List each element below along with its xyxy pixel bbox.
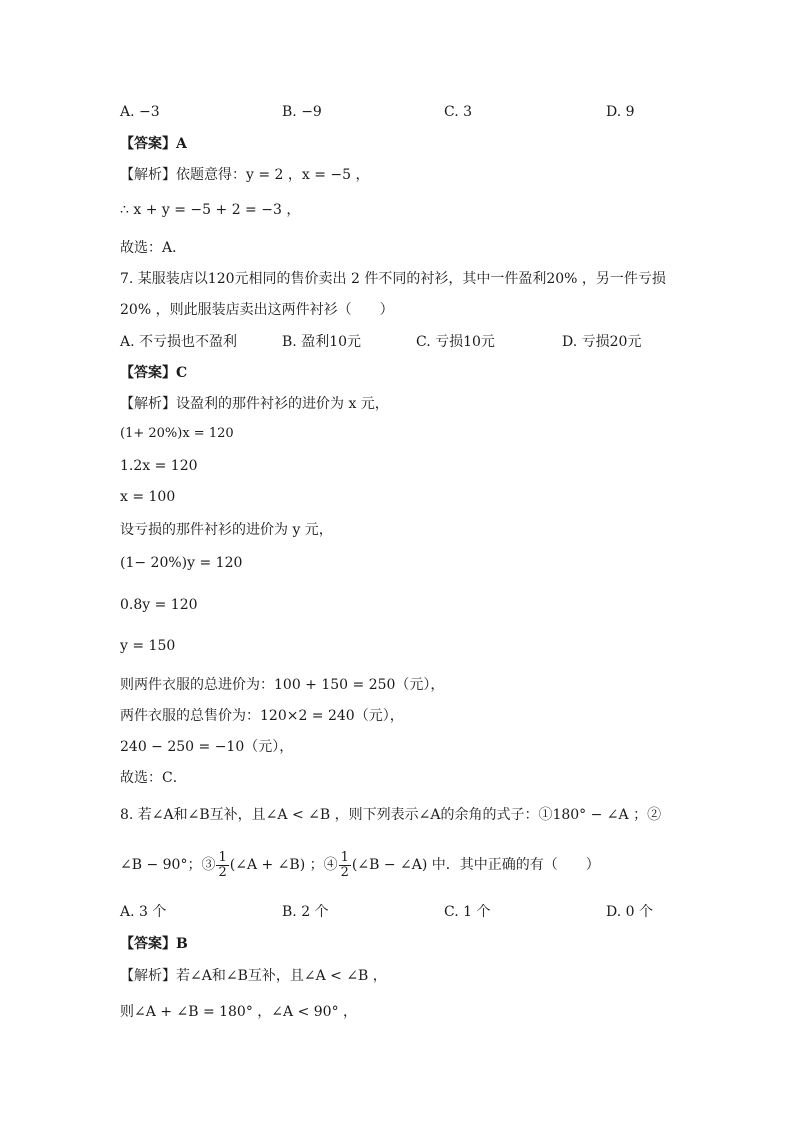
q7-option-a: A. 不亏损也不盈利 [120, 334, 238, 350]
q8-analysis-line: 则∠A + ∠B = 180° ，∠A < 90° ， [120, 1004, 358, 1020]
q7-option-d: D. 亏损20元 [562, 334, 642, 350]
q7-stem-line: 20% ，则此服装店卖出这两件衬衫（ ） [120, 302, 394, 318]
q7-analysis-line: (1+ 20%)x = 120 [120, 426, 234, 441]
q6-analysis-line: 故选：A． [120, 240, 187, 256]
fraction-numerator: 1 [218, 849, 227, 865]
q8-stem-line [120, 848, 600, 882]
q7-analysis-line: 【解析】设盈利的那件衬衫的进价为 x 元， [120, 396, 389, 412]
q7-analysis-line: 1.2x = 120 [120, 458, 198, 474]
q7-answer: 【答案】C [120, 365, 188, 381]
q7-analysis-line: 设亏损的那件衬衫的进价为 y 元， [120, 522, 333, 538]
q8-answer: 【答案】B [120, 936, 188, 952]
q8-stem-line: 8. 若∠A和∠B互补，且∠A < ∠B ，则下列表示∠A的余角的式子：①180° − ∠A ；② [120, 807, 662, 823]
q8-stem-part: (∠A + ∠B) ；④ [229, 857, 338, 873]
q6-option-b: B. −9 [282, 104, 322, 120]
q6-option-a: A. −3 [120, 104, 160, 120]
fraction-denominator: 2 [218, 864, 227, 880]
fraction [216, 851, 228, 880]
q7-analysis-line: 两件衣服的总售价为：120×2 = 240（元）， [120, 708, 404, 724]
q8-option-b: B. 2 个 [282, 904, 329, 920]
q8-stem-part: (∠B − ∠A) 中．其中正确的有（ ） [351, 857, 600, 873]
fraction [339, 851, 351, 880]
q8-stem-part: ∠B − 90°；③ [120, 857, 216, 873]
q7-option-c: C. 亏损10元 [416, 334, 495, 350]
q6-answer: 【答案】A [120, 136, 187, 152]
q6-analysis-line: 【解析】依题意得：y = 2 ，x = −5 ， [120, 167, 370, 183]
q7-option-b: B. 盈利10元 [282, 334, 362, 350]
q7-analysis-line: y = 150 [120, 638, 176, 654]
q7-analysis-line: 则两件衣服的总进价为：100 + 150 = 250（元）， [120, 677, 445, 693]
q7-stem-line: 7. 某服装店以120元相同的售价卖出 2 件不同的衬衫，其中一件盈利20% ，另一件亏损 [120, 271, 666, 287]
q7-analysis-line: 0.8y = 120 [120, 597, 198, 613]
q7-analysis-line: (1− 20%)y = 120 [120, 555, 243, 571]
q6-analysis-line: ∴ x + y = −5 + 2 = −3 ， [120, 202, 301, 218]
q8-option-a: A. 3 个 [120, 904, 167, 920]
q8-option-d: D. 0 个 [606, 904, 653, 920]
fraction-numerator: 1 [340, 849, 349, 865]
q6-option-c: C. 3 [444, 104, 473, 120]
q7-analysis-line: 故选：C． [120, 770, 187, 786]
fraction-denominator: 2 [340, 864, 349, 880]
q7-analysis-line: 240 − 250 = −10（元）， [120, 739, 294, 755]
q7-analysis-line: x = 100 [120, 489, 176, 505]
q6-option-d: D. 9 [606, 104, 635, 120]
q8-option-c: C. 1 个 [444, 904, 491, 920]
q8-analysis-line: 【解析】若∠A和∠B互补，且∠A < ∠B ， [120, 968, 387, 984]
